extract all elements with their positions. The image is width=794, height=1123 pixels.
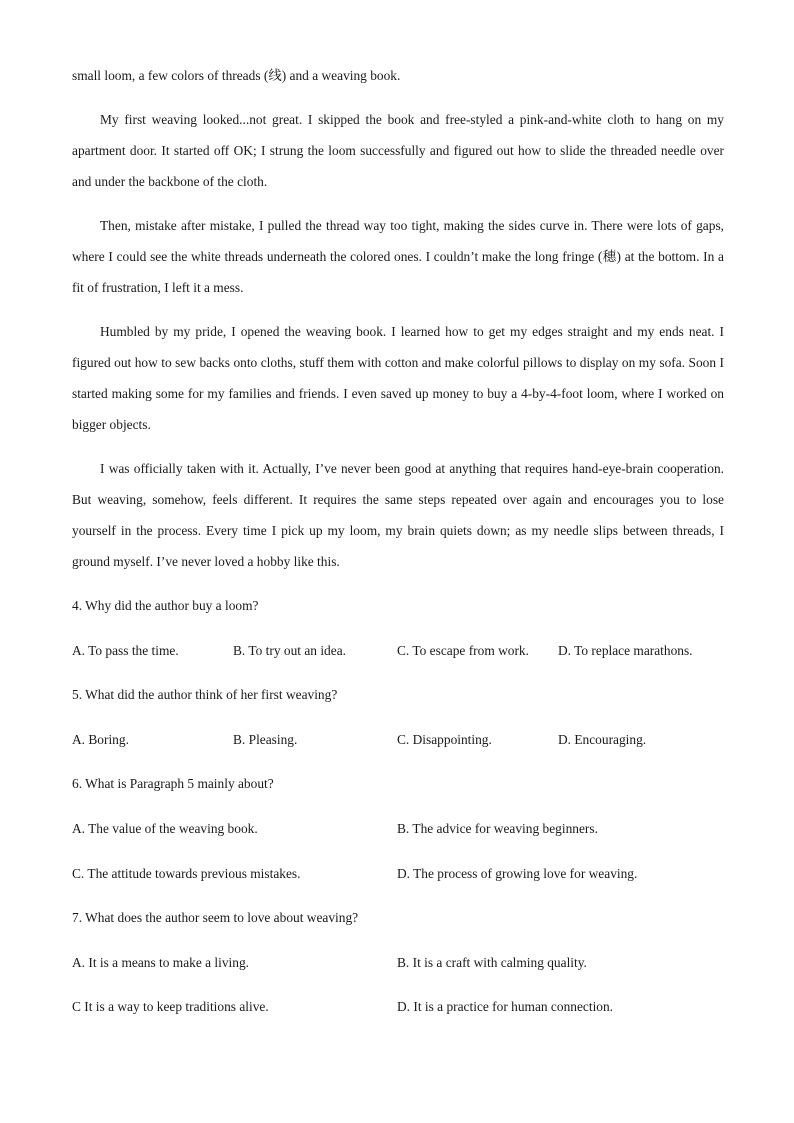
option-b[interactable]: B. To try out an idea. xyxy=(233,642,346,658)
passage-paragraph-4: Humbled by my pride, I opened the weaving book. I learned how to get my edges straight and my ends neat. I figured out how to sew backs onto cloths, stuff them with cotton and make colorful pillows to display on my sofa. Soon I started making some for my families and friends. I even saved up money to buy a 4-by-4-foot loom, where I worked on bigger objects. xyxy=(72,324,724,432)
option-b[interactable]: B. The advice for weaving beginners. xyxy=(397,820,598,836)
option-row xyxy=(72,813,724,858)
option-a[interactable]: A. Boring. xyxy=(72,731,129,747)
passage-paragraph-5: I was officially taken with it. Actually, I’ve never been good at anything that requires hand-eye-brain cooperation. But weaving, somehow, feels different. It requires the same steps repeated over again and encourages you to lose yourself in the process. Every time I pick up my loom, my brain quiets down; as my needle slips between threads, I ground myself. I’ve never loved a hobby like this. xyxy=(72,461,724,569)
option-d[interactable]: D. To replace marathons. xyxy=(558,642,693,658)
passage-paragraph-continued: small loom, a few colors of threads (线) and a weaving book. xyxy=(72,68,401,83)
option-c[interactable]: C. To escape from work. xyxy=(397,642,529,658)
option-c[interactable]: C. The attitude towards previous mistakes. xyxy=(72,865,301,881)
option-row xyxy=(72,858,724,903)
question-stem: 4. Why did the author buy a loom? xyxy=(72,598,259,613)
question-stem: 6. What is Paragraph 5 mainly about? xyxy=(72,776,274,792)
question-7 xyxy=(72,902,724,1036)
option-b[interactable]: B. Pleasing. xyxy=(233,731,298,747)
question-5 xyxy=(72,679,724,768)
option-b[interactable]: B. It is a craft with calming quality. xyxy=(397,954,587,970)
option-a[interactable]: A. To pass the time. xyxy=(72,642,179,658)
option-row xyxy=(72,991,724,1036)
question-stem: 7. What does the author seem to love about weaving? xyxy=(72,910,359,926)
passage-paragraph-2: My first weaving looked...not great. I skipped the book and free-styled a pink-and-white cloth to hang on my apartment door. It started off OK; I strung the loom successfully and figured out how to slide the threaded needle over and under the backbone of the cloth. xyxy=(72,112,724,189)
question-6 xyxy=(72,768,724,902)
option-a[interactable]: A. It is a means to make a living. xyxy=(72,954,250,970)
question-4 xyxy=(72,590,724,679)
option-d[interactable]: D. It is a practice for human connection. xyxy=(397,999,614,1015)
option-c[interactable]: C It is a way to keep traditions alive. xyxy=(72,999,269,1015)
document-page xyxy=(72,60,724,1036)
option-a[interactable]: A. The value of the weaving book. xyxy=(72,820,258,836)
option-d[interactable]: D. Encouraging. xyxy=(558,731,647,747)
question-stem: 5. What did the author think of her first weaving? xyxy=(72,687,338,703)
option-c[interactable]: C. Disappointing. xyxy=(397,731,492,747)
option-row xyxy=(72,724,724,769)
option-d[interactable]: D. The process of growing love for weaving. xyxy=(397,865,638,881)
option-row xyxy=(72,947,724,992)
passage-paragraph-3: Then, mistake after mistake, I pulled the thread way too tight, making the sides curve in. There were lots of gaps, where I could see the white threads underneath the colored ones. I couldn’t make the long fringe (穗) at the bottom. In a fit of frustration, I left it a mess. xyxy=(72,218,724,295)
option-row xyxy=(72,635,724,680)
